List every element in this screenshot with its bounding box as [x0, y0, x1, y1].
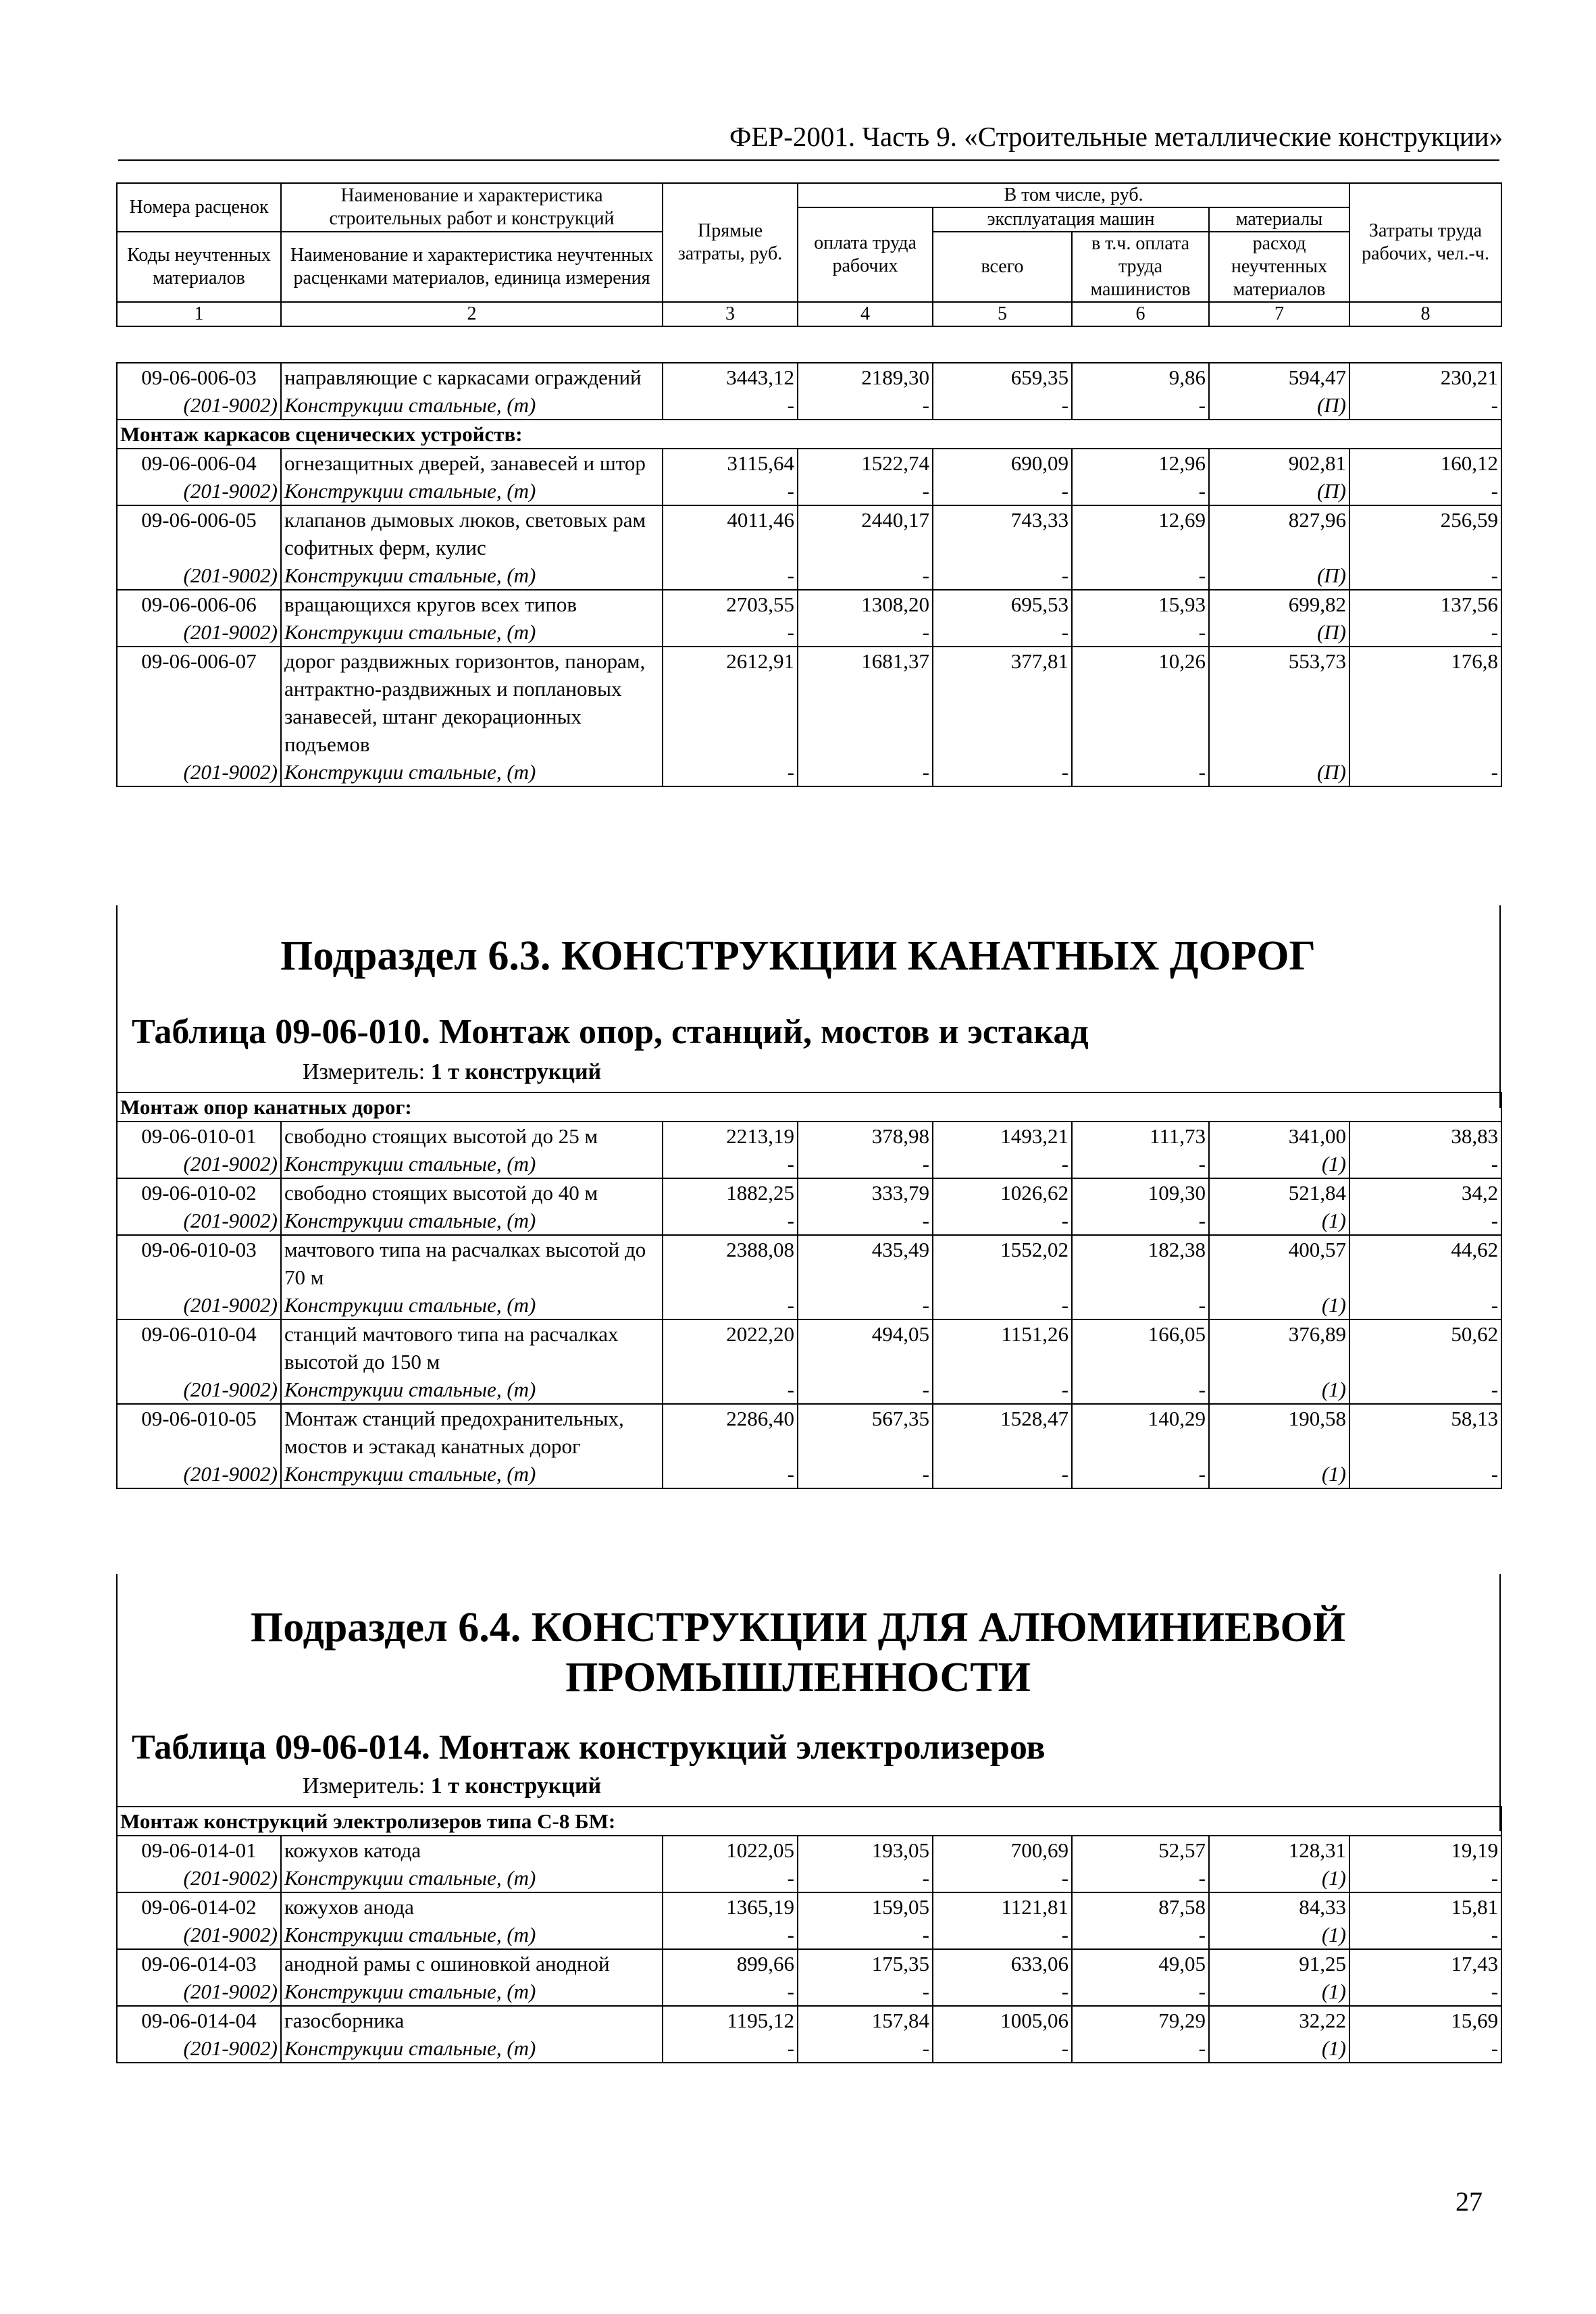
table-row	[117, 1319, 1501, 1376]
labor-hours: 256,59	[1349, 505, 1501, 561]
material-name: Конструкции стальные, (т)	[281, 1291, 663, 1319]
subsection-title-line: Подраздел 6.4. КОНСТРУКЦИИ ДЛЯ АЛЮМИНИЕВОЙ	[251, 1605, 1345, 1651]
material-code: (201-9002)	[117, 1978, 281, 2006]
rate-code: 09-06-010-03	[117, 1235, 281, 1291]
table-row	[117, 590, 1501, 618]
labor-hours: 176,8	[1349, 647, 1501, 758]
material-row	[117, 1150, 1501, 1178]
rate-name: огнезащитных дверей, занавесей и штор	[281, 449, 663, 477]
material-row	[117, 1978, 1501, 2006]
labor-pay: 1522,74	[798, 449, 933, 477]
header-col1-top: Номера расценок	[117, 183, 281, 232]
col-number: 4	[798, 302, 933, 326]
material-consumption: (П)	[1209, 561, 1349, 590]
material-row	[117, 477, 1501, 505]
measure-label: Измеритель:	[303, 1774, 426, 1799]
material-code: (201-9002)	[117, 1460, 281, 1488]
material-cell: -	[798, 1978, 933, 2006]
rate-name: вращающихся кругов всех типов	[281, 590, 663, 618]
header-col4: оплата труда рабочих	[798, 207, 933, 302]
header-col5: всего	[933, 232, 1072, 302]
page-number: 27	[1456, 2186, 1483, 2217]
rate-code: 09-06-006-07	[117, 647, 281, 758]
material-row	[117, 758, 1501, 786]
materials-cost: 376,89	[1209, 1319, 1349, 1376]
material-cell: -	[663, 561, 798, 590]
labor-hours: 160,12	[1349, 449, 1501, 477]
direct-cost: 1195,12	[663, 2006, 798, 2034]
material-cell: -	[798, 561, 933, 590]
table-row	[117, 1235, 1501, 1291]
rate-code: 09-06-010-04	[117, 1319, 281, 1376]
labor-hours: 15,69	[1349, 2006, 1501, 2034]
rate-name: свободно стоящих высотой до 25 м	[281, 1122, 663, 1150]
table-row	[117, 1122, 1501, 1150]
material-code: (201-9002)	[117, 758, 281, 786]
material-row	[117, 618, 1501, 647]
rate-name: свободно стоящих высотой до 40 м	[281, 1178, 663, 1207]
rate-name: мачтового типа на расчалках высотой до 70 м	[281, 1235, 663, 1291]
materials-cost: 128,31	[1209, 1836, 1349, 1864]
header-col6: в т.ч. оплата труда машинистов	[1072, 232, 1209, 302]
labor-pay: 435,49	[798, 1235, 933, 1291]
measure-label: Измеритель:	[303, 1059, 426, 1084]
header-col3: Прямые затраты, руб.	[663, 183, 798, 302]
machinist-pay: 49,05	[1072, 1949, 1209, 1978]
labor-hours: 50,62	[1349, 1319, 1501, 1376]
material-code: (201-9002)	[117, 477, 281, 505]
rate-name: газосборника	[281, 2006, 663, 2034]
material-cell: -	[933, 1921, 1072, 1949]
subsection-title-line: ПРОМЫШЛЕННОСТИ	[565, 1655, 1031, 1701]
section-heading: Монтаж каркасов сценических устройств:	[117, 420, 1501, 449]
material-name: Конструкции стальные, (т)	[281, 2034, 663, 2063]
machinist-pay: 10,26	[1072, 647, 1209, 758]
rate-name: дорог раздвижных горизонтов, панорам, антрактно-раздвижных и поплановых занавесей, штанг декорационных подъемов	[281, 647, 663, 758]
direct-cost: 3443,12	[663, 363, 798, 391]
material-consumption: (П)	[1209, 758, 1349, 786]
material-code: (201-9002)	[117, 1864, 281, 1892]
material-cell: -	[933, 2034, 1072, 2063]
material-code: (201-9002)	[117, 1291, 281, 1319]
material-name: Конструкции стальные, (т)	[281, 618, 663, 647]
material-name: Конструкции стальные, (т)	[281, 477, 663, 505]
material-cell: -	[798, 1460, 933, 1488]
material-cell: -	[1349, 561, 1501, 590]
machines-total: 1121,81	[933, 1892, 1072, 1921]
materials-cost: 400,57	[1209, 1235, 1349, 1291]
machinist-pay: 111,73	[1072, 1122, 1209, 1150]
materials-cost: 190,58	[1209, 1404, 1349, 1460]
labor-hours: 19,19	[1349, 1836, 1501, 1864]
materials-cost: 902,81	[1209, 449, 1349, 477]
direct-cost: 2703,55	[663, 590, 798, 618]
material-cell: -	[933, 561, 1072, 590]
material-cell: -	[798, 1291, 933, 1319]
page-header: ФЕР-2001. Часть 9. «Строительные металлические конструкции»	[729, 121, 1503, 152]
material-cell: -	[1349, 2034, 1501, 2063]
material-consumption: (П)	[1209, 618, 1349, 647]
material-cell: -	[1072, 2034, 1209, 2063]
machines-total: 743,33	[933, 505, 1072, 561]
header-rule	[118, 159, 1499, 161]
material-consumption: (1)	[1209, 1291, 1349, 1319]
subsection-title	[0, 1603, 1596, 1703]
material-cell: -	[1072, 1921, 1209, 1949]
machines-total: 633,06	[933, 1949, 1072, 1978]
header-col2-bottom: Наименование и характеристика неучтенных расценками материалов, единица измерения	[281, 232, 663, 302]
labor-pay: 159,05	[798, 1892, 933, 1921]
machines-total: 1493,21	[933, 1122, 1072, 1150]
labor-pay: 175,35	[798, 1949, 933, 1978]
material-consumption: (1)	[1209, 1376, 1349, 1404]
materials-cost: 594,47	[1209, 363, 1349, 391]
material-row	[117, 1207, 1501, 1235]
table-row	[117, 1836, 1501, 1864]
labor-hours: 17,43	[1349, 1949, 1501, 1978]
rate-name: кожухов катода	[281, 1836, 663, 1864]
material-consumption: (1)	[1209, 1978, 1349, 2006]
machinist-pay: 87,58	[1072, 1892, 1209, 1921]
col-number: 2	[281, 302, 663, 326]
material-cell: -	[1349, 391, 1501, 420]
material-cell: -	[1349, 1864, 1501, 1892]
rate-code: 09-06-014-03	[117, 1949, 281, 1978]
labor-pay: 567,35	[798, 1404, 933, 1460]
header-materials: материалы	[1209, 207, 1349, 232]
material-code: (201-9002)	[117, 391, 281, 420]
machinist-pay: 9,86	[1072, 363, 1209, 391]
material-code: (201-9002)	[117, 561, 281, 590]
material-row	[117, 1460, 1501, 1488]
machinist-pay: 12,96	[1072, 449, 1209, 477]
material-cell: -	[1072, 1291, 1209, 1319]
machines-total: 695,53	[933, 590, 1072, 618]
measure-value: 1 т конструкций	[430, 1059, 602, 1084]
col-number: 8	[1349, 302, 1501, 326]
material-cell: -	[1072, 1207, 1209, 1235]
direct-cost: 2286,40	[663, 1404, 798, 1460]
machinist-pay: 109,30	[1072, 1178, 1209, 1207]
material-cell: -	[1349, 1460, 1501, 1488]
material-cell: -	[1072, 758, 1209, 786]
material-cell: -	[663, 391, 798, 420]
header-machines: эксплуатация машин	[933, 207, 1209, 232]
material-cell: -	[1349, 1376, 1501, 1404]
material-cell: -	[1072, 1460, 1209, 1488]
labor-pay: 1681,37	[798, 647, 933, 758]
header-incl: В том числе, руб.	[798, 183, 1349, 207]
labor-pay: 193,05	[798, 1836, 933, 1864]
machines-total: 1528,47	[933, 1404, 1072, 1460]
col-number: 1	[117, 302, 281, 326]
material-cell: -	[1072, 618, 1209, 647]
labor-hours: 230,21	[1349, 363, 1501, 391]
material-name: Конструкции стальные, (т)	[281, 1864, 663, 1892]
rate-code: 09-06-010-02	[117, 1178, 281, 1207]
material-row	[117, 391, 1501, 420]
material-consumption: (П)	[1209, 391, 1349, 420]
material-consumption: (1)	[1209, 1207, 1349, 1235]
rate-name: кожухов анода	[281, 1892, 663, 1921]
material-cell: -	[663, 1207, 798, 1235]
header-col7: расход неучтенных материалов	[1209, 232, 1349, 302]
materials-cost: 521,84	[1209, 1178, 1349, 1207]
material-cell: -	[798, 477, 933, 505]
material-cell: -	[933, 1978, 1072, 2006]
materials-cost: 84,33	[1209, 1892, 1349, 1921]
machinist-pay: 166,05	[1072, 1319, 1209, 1376]
table-title: Таблица 09-06-010. Монтаж опор, станций, мостов и эстакад	[132, 1013, 1089, 1051]
materials-cost: 827,96	[1209, 505, 1349, 561]
direct-cost: 2612,91	[663, 647, 798, 758]
rate-code: 09-06-010-01	[117, 1122, 281, 1150]
labor-pay: 2440,17	[798, 505, 933, 561]
material-name: Конструкции стальные, (т)	[281, 1921, 663, 1949]
section-heading: Монтаж конструкций электролизеров типа С-8 БМ:	[117, 1807, 1501, 1836]
material-cell: -	[1072, 561, 1209, 590]
section-heading: Монтаж опор канатных дорог:	[117, 1092, 1501, 1122]
material-name: Конструкции стальные, (т)	[281, 1460, 663, 1488]
machines-total: 1552,02	[933, 1235, 1072, 1291]
rate-code: 09-06-006-03	[117, 363, 281, 391]
material-code: (201-9002)	[117, 2034, 281, 2063]
material-cell: -	[933, 477, 1072, 505]
material-row	[117, 1376, 1501, 1404]
labor-pay: 2189,30	[798, 363, 933, 391]
material-cell: -	[798, 1864, 933, 1892]
materials-cost: 91,25	[1209, 1949, 1349, 1978]
material-cell: -	[663, 1460, 798, 1488]
col-number: 6	[1072, 302, 1209, 326]
material-cell: -	[933, 1150, 1072, 1178]
material-cell: -	[1349, 477, 1501, 505]
direct-cost: 2388,08	[663, 1235, 798, 1291]
material-cell: -	[933, 391, 1072, 420]
material-cell: -	[1349, 758, 1501, 786]
material-name: Конструкции стальные, (т)	[281, 561, 663, 590]
direct-cost: 1882,25	[663, 1178, 798, 1207]
direct-cost: 2213,19	[663, 1122, 798, 1150]
direct-cost: 899,66	[663, 1949, 798, 1978]
material-name: Конструкции стальные, (т)	[281, 1150, 663, 1178]
material-cell: -	[1072, 1864, 1209, 1892]
rate-code: 09-06-010-05	[117, 1404, 281, 1460]
machinist-pay: 15,93	[1072, 590, 1209, 618]
material-name: Конструкции стальные, (т)	[281, 1376, 663, 1404]
labor-pay: 333,79	[798, 1178, 933, 1207]
material-cell: -	[1072, 477, 1209, 505]
labor-hours: 38,83	[1349, 1122, 1501, 1150]
table-row	[117, 363, 1501, 391]
rate-code: 09-06-006-05	[117, 505, 281, 561]
material-cell: -	[1349, 1207, 1501, 1235]
material-consumption: (П)	[1209, 477, 1349, 505]
material-code: (201-9002)	[117, 1150, 281, 1178]
table-row	[117, 1404, 1501, 1460]
material-code: (201-9002)	[117, 618, 281, 647]
section-row	[117, 1092, 1501, 1122]
material-cell: -	[1072, 391, 1209, 420]
material-row	[117, 1291, 1501, 1319]
table-row	[117, 647, 1501, 758]
material-cell: -	[663, 1150, 798, 1178]
rate-name: Монтаж станций предохранительных, мостов и эстакад канатных дорог	[281, 1404, 663, 1460]
materials-cost: 699,82	[1209, 590, 1349, 618]
machines-total: 690,09	[933, 449, 1072, 477]
material-cell: -	[933, 1376, 1072, 1404]
labor-hours: 44,62	[1349, 1235, 1501, 1291]
measure-unit	[303, 1059, 601, 1085]
col-number: 3	[663, 302, 798, 326]
rate-code: 09-06-006-04	[117, 449, 281, 477]
labor-pay: 157,84	[798, 2006, 933, 2034]
material-cell: -	[663, 477, 798, 505]
material-row	[117, 561, 1501, 590]
rate-code: 09-06-006-06	[117, 590, 281, 618]
table-row	[117, 505, 1501, 561]
material-cell: -	[1349, 618, 1501, 647]
material-code: (201-9002)	[117, 1207, 281, 1235]
material-cell: -	[798, 1921, 933, 1949]
column-header-table	[116, 182, 1502, 327]
machines-total: 659,35	[933, 363, 1072, 391]
machines-total: 1151,26	[933, 1319, 1072, 1376]
material-name: Конструкции стальные, (т)	[281, 1978, 663, 2006]
direct-cost: 4011,46	[663, 505, 798, 561]
rate-code: 09-06-014-01	[117, 1836, 281, 1864]
material-row	[117, 1864, 1501, 1892]
machines-total: 700,69	[933, 1836, 1072, 1864]
labor-hours: 58,13	[1349, 1404, 1501, 1460]
materials-cost: 341,00	[1209, 1122, 1349, 1150]
material-cell: -	[1349, 1150, 1501, 1178]
material-cell: -	[798, 1376, 933, 1404]
material-cell: -	[933, 1864, 1072, 1892]
material-cell: -	[798, 1150, 933, 1178]
material-cell: -	[933, 1291, 1072, 1319]
table-title: Таблица 09-06-014. Монтаж конструкций электролизеров	[132, 1728, 1046, 1767]
material-cell: -	[933, 758, 1072, 786]
col-number: 7	[1209, 302, 1349, 326]
section-row	[117, 1807, 1501, 1836]
material-name: Конструкции стальные, (т)	[281, 391, 663, 420]
labor-hours: 34,2	[1349, 1178, 1501, 1207]
labor-hours: 137,56	[1349, 590, 1501, 618]
material-row	[117, 1921, 1501, 1949]
material-name: Конструкции стальные, (т)	[281, 1207, 663, 1235]
labor-pay: 378,98	[798, 1122, 933, 1150]
labor-hours: 15,81	[1349, 1892, 1501, 1921]
rate-name: анодной рамы с ошиновкой анодной	[281, 1949, 663, 1978]
table-row	[117, 449, 1501, 477]
material-cell: -	[798, 618, 933, 647]
table-row	[117, 1949, 1501, 1978]
material-consumption: (1)	[1209, 1460, 1349, 1488]
material-consumption: (1)	[1209, 1921, 1349, 1949]
table-row	[117, 1178, 1501, 1207]
machines-total: 1026,62	[933, 1178, 1072, 1207]
rate-name: направляющие с каркасами ограждений	[281, 363, 663, 391]
direct-cost: 3115,64	[663, 449, 798, 477]
material-consumption: (1)	[1209, 2034, 1349, 2063]
materials-cost: 553,73	[1209, 647, 1349, 758]
material-cell: -	[1349, 1291, 1501, 1319]
material-cell: -	[1072, 1376, 1209, 1404]
machines-total: 377,81	[933, 647, 1072, 758]
material-cell: -	[663, 1921, 798, 1949]
rates-table-1	[116, 362, 1502, 787]
rate-code: 09-06-014-04	[117, 2006, 281, 2034]
material-cell: -	[933, 1207, 1072, 1235]
materials-cost: 32,22	[1209, 2006, 1349, 2034]
material-cell: -	[663, 1864, 798, 1892]
material-cell: -	[798, 1207, 933, 1235]
col-number: 5	[933, 302, 1072, 326]
material-code: (201-9002)	[117, 1921, 281, 1949]
rate-name: станций мачтового типа на расчалках высотой до 150 м	[281, 1319, 663, 1376]
material-cell: -	[1072, 1150, 1209, 1178]
rates-table-3	[116, 1806, 1502, 2063]
rates-table-2	[116, 1092, 1502, 1489]
material-cell: -	[663, 758, 798, 786]
material-cell: -	[933, 1460, 1072, 1488]
material-cell: -	[798, 391, 933, 420]
direct-cost: 1365,19	[663, 1892, 798, 1921]
measure-unit	[303, 1774, 601, 1799]
measure-value: 1 т конструкций	[430, 1774, 602, 1799]
material-cell: -	[663, 2034, 798, 2063]
material-row	[117, 2034, 1501, 2063]
material-code: (201-9002)	[117, 1376, 281, 1404]
material-cell: -	[798, 2034, 933, 2063]
machinist-pay: 79,29	[1072, 2006, 1209, 2034]
material-cell: -	[663, 1291, 798, 1319]
machinist-pay: 12,69	[1072, 505, 1209, 561]
material-cell: -	[1349, 1978, 1501, 2006]
direct-cost: 2022,20	[663, 1319, 798, 1376]
material-cell: -	[663, 618, 798, 647]
labor-pay: 494,05	[798, 1319, 933, 1376]
machinist-pay: 140,29	[1072, 1404, 1209, 1460]
labor-pay: 1308,20	[798, 590, 933, 618]
material-cell: -	[1072, 1978, 1209, 2006]
material-cell: -	[933, 618, 1072, 647]
rate-code: 09-06-014-02	[117, 1892, 281, 1921]
subsection-title: Подраздел 6.3. КОНСТРУКЦИИ КАНАТНЫХ ДОРОГ	[280, 933, 1316, 979]
machines-total: 1005,06	[933, 2006, 1072, 2034]
machinist-pay: 52,57	[1072, 1836, 1209, 1864]
material-cell: -	[1349, 1921, 1501, 1949]
header-col8: Затраты труда рабочих, чел.-ч.	[1349, 183, 1501, 302]
material-consumption: (1)	[1209, 1864, 1349, 1892]
header-col1-bottom: Коды неучтенных материалов	[117, 232, 281, 302]
table-row	[117, 2006, 1501, 2034]
machinist-pay: 182,38	[1072, 1235, 1209, 1291]
material-cell: -	[798, 758, 933, 786]
direct-cost: 1022,05	[663, 1836, 798, 1864]
header-col2-top: Наименование и характеристика строительных работ и конструкций	[281, 183, 663, 232]
material-name: Конструкции стальные, (т)	[281, 758, 663, 786]
section-row	[117, 420, 1501, 449]
table-row	[117, 1892, 1501, 1921]
material-cell: -	[663, 1978, 798, 2006]
material-consumption: (1)	[1209, 1150, 1349, 1178]
material-cell: -	[663, 1376, 798, 1404]
rate-name: клапанов дымовых люков, световых рам софитных ферм, кулис	[281, 505, 663, 561]
